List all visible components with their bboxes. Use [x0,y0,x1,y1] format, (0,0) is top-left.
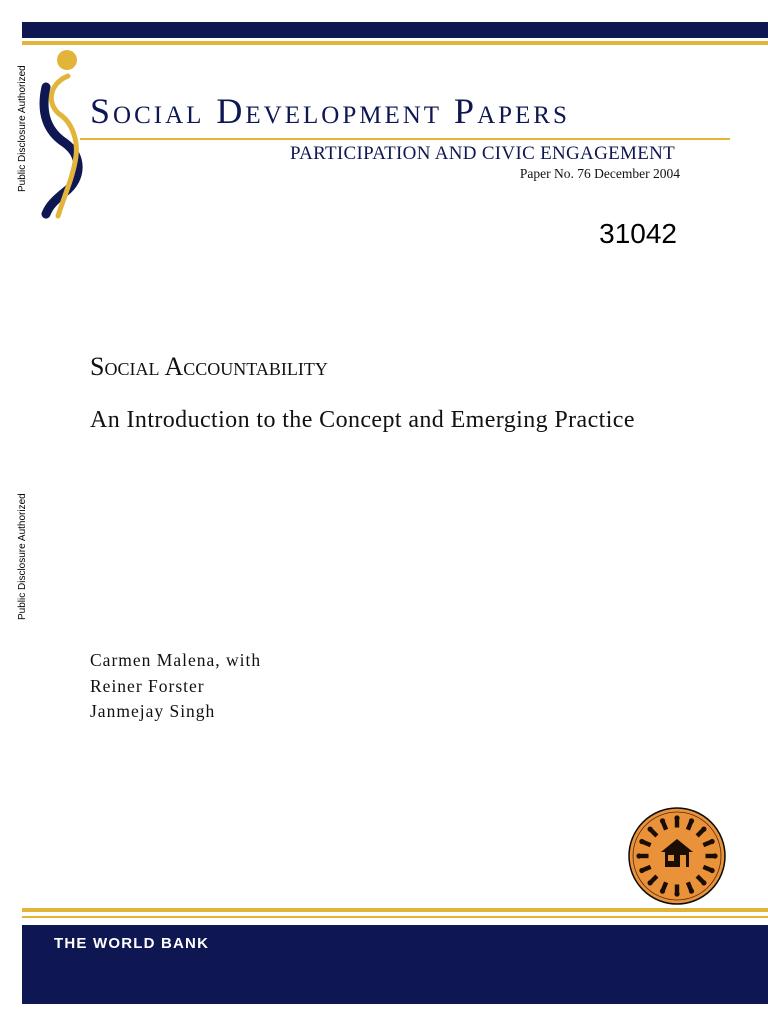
footer-band [22,925,768,1004]
top-gold-rule [22,41,768,45]
world-bank-seal-icon [627,806,727,906]
document-number: 31042 [599,218,677,249]
figure-logo-icon [38,44,88,224]
document-title: Social Accountability [90,352,328,381]
author-list [90,648,490,725]
bottom-gold-rule [22,908,768,912]
organization-name: THE WORLD BANK [54,935,210,952]
document-subtitle: An Introduction to the Concept and Emerging Practice [90,407,635,433]
author-name: Janmejay Singh [90,701,216,721]
top-navy-band [22,22,768,38]
side-label-middle-text: Public Disclosure Authorized [17,493,28,620]
bottom-gold-rule-thin [22,916,768,918]
author-name: Reiner Forster [90,675,205,696]
side-label-top-text: Public Disclosure Authorized [17,65,28,192]
series-title: Social Development Papers [90,91,570,131]
paper-info: Paper No. 76 December 2004 [519,166,680,181]
author-name: Carmen Malena, with [90,650,262,670]
series-subtitle: PARTICIPATION AND CIVIC ENGAGEMENT [290,143,676,164]
series-title-rule [80,138,730,140]
